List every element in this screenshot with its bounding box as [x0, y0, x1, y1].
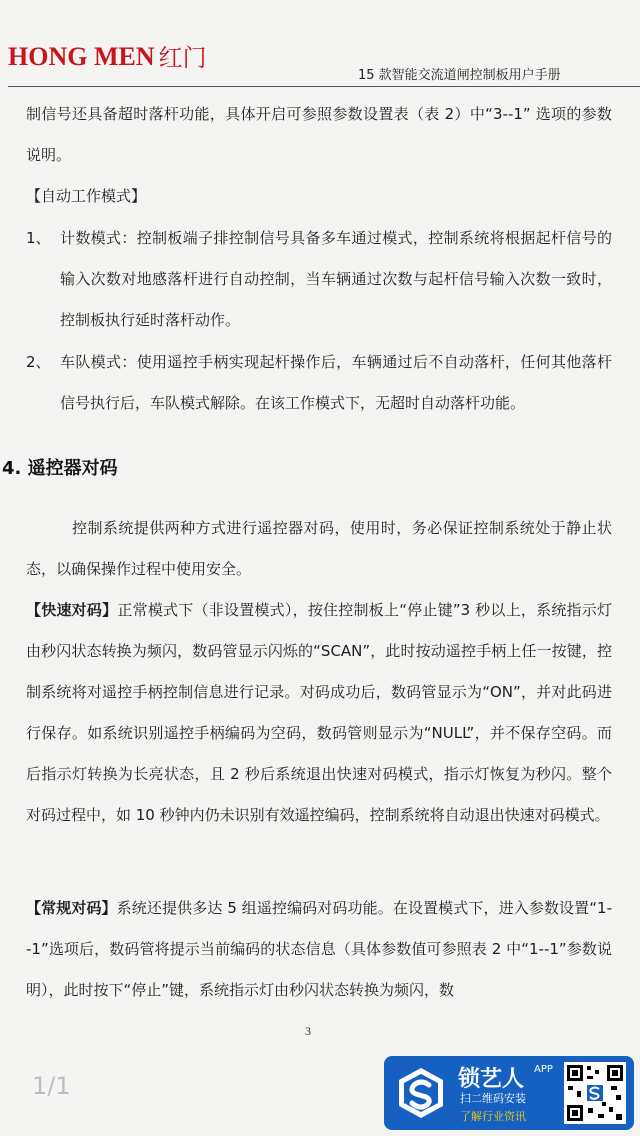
- quick-pairing-label: 【快速对码】: [26, 601, 118, 619]
- app-logo-icon: [394, 1066, 448, 1120]
- list-number: 2、: [26, 353, 51, 371]
- quick-pairing-text: 正常模式下（非设置模式），按住控制板上“停止键”3 秒以上，系统指示灯由秒闪状态转换为频闪，数码管显示闪烁的“SCAN”，此时按动遥控手柄上任一按键，控制系统将对遥控手柄控制信息进行记录。对码成功后，数码管显示为“ON”，并对此码进行保存。如系统识别遥控手柄编码为空码，数码管则显示为“NULL”，并不保存空码。而后指示灯转换为长亮状态，且 2 秒后系统退出快速对码模式，指示灯恢复为秒闪。整个对码过程中，如 10 秒钟内仍未识别有效遥控编码，控制系统将自动退出快速对码模式。: [26, 601, 612, 824]
- intro-paragraph: 制信号还具备超时落杆功能，具体开启可参照参数设置表（表 2）中“3--1” 选项的参数说明。: [26, 105, 612, 164]
- normal-pairing-paragraph: [26, 888, 612, 1011]
- app-download-banner[interactable]: [384, 1056, 634, 1130]
- list-number: 1、: [26, 229, 51, 247]
- qr-code-icon[interactable]: [564, 1062, 626, 1124]
- hongmen-logo: [8, 44, 207, 70]
- app-label: APP: [534, 1064, 553, 1075]
- manual-title: 15 款智能交流道闸控制板用户手册: [358, 68, 561, 83]
- normal-pairing-text: 系统还提供多达 5 组遥控编码对码功能。在设置模式下，进入参数设置“1--1”选项后，数码管将提示当前编码的状态信息（具体参数值可参照表 2 中“1--1”参数说明），此时按下“停止”键，系统指示灯由秒闪状态转换为频闪，数: [26, 899, 612, 999]
- section-heading-remote-pairing: 4. 遥控器对码: [2, 458, 118, 479]
- list-text: 计数模式：控制板端子排控制信号具备多车通过模式，控制系统将根据起杆信号的输入次数对地感落杆进行自动控制，当车辆通过次数与起杆信号输入次数一致时，控制板执行延时落杆动作。: [60, 229, 612, 329]
- normal-pairing-label: 【常规对码】: [26, 899, 117, 917]
- quick-pairing-paragraph: [26, 590, 612, 836]
- page-indicator: 1/1: [32, 1072, 71, 1100]
- industry-news-text: 了解行业资讯: [460, 1110, 526, 1123]
- list-item-count-mode: [26, 218, 612, 341]
- list-text: 车队模式：使用遥控手柄实现起杆操作后，车辆通过后不自动落杆，任何其他落杆信号执行后，车队模式解除。在该工作模式下，无超时自动落杆功能。: [60, 353, 612, 412]
- list-item-fleet-mode: [26, 342, 612, 424]
- header-divider: [8, 86, 640, 87]
- app-name: 锁艺人: [458, 1067, 525, 1092]
- pairing-intro-paragraph: 控制系统提供两种方式进行遥控器对码，使用时，务必保证控制系统处于静止状态，以确保操作过程中使用安全。: [26, 519, 612, 578]
- page-number: 3: [305, 1024, 311, 1038]
- auto-mode-heading: 【自动工作模式】: [26, 187, 147, 205]
- logo-chinese-text: 红门: [158, 44, 207, 72]
- scan-install-text: 扫二维码安装: [460, 1092, 526, 1105]
- logo-text: HONG MEN: [8, 42, 155, 71]
